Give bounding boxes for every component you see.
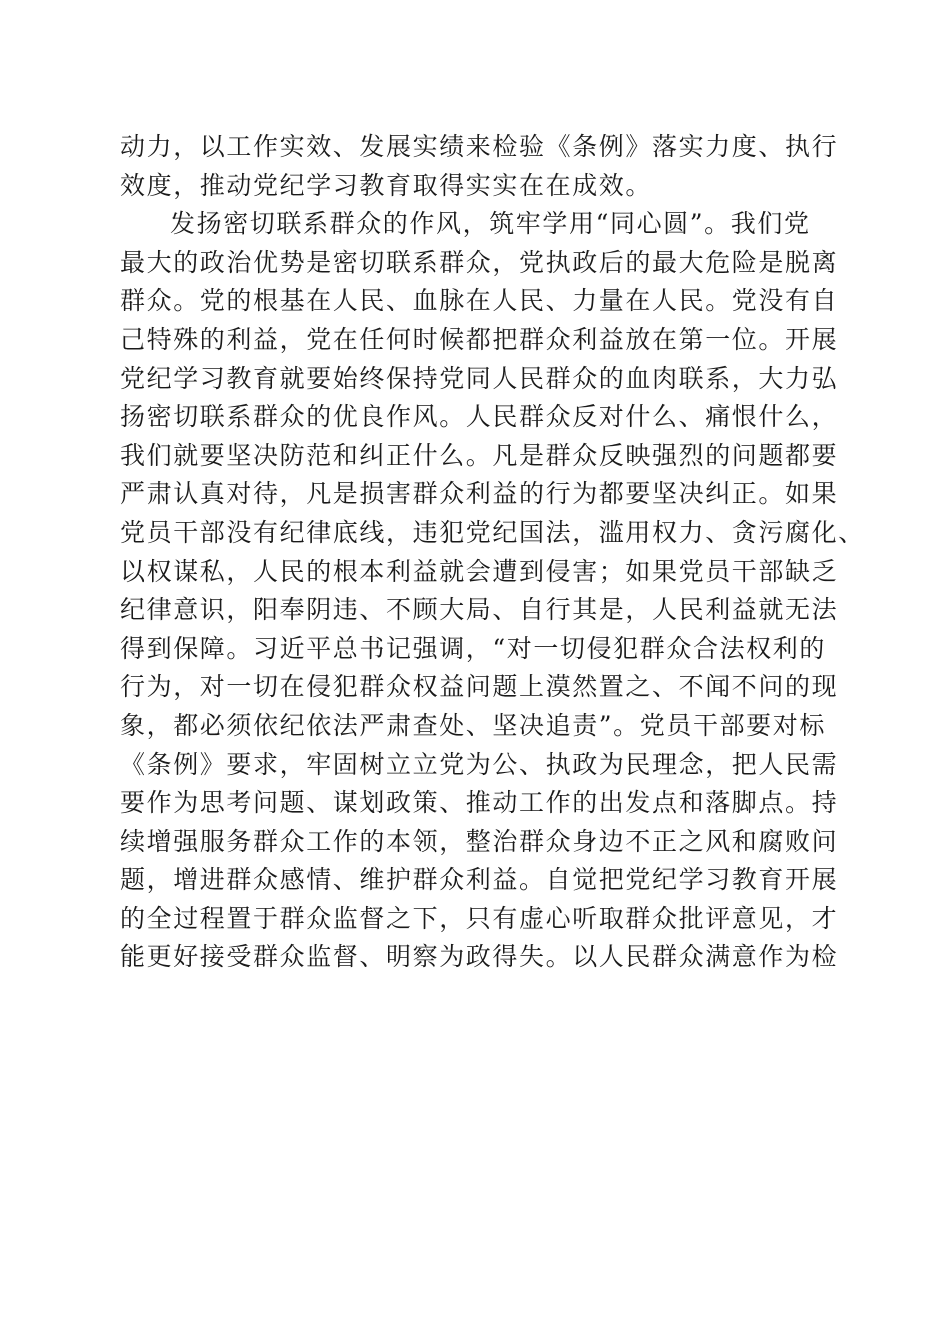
text-line: 象，都必须依纪依法严肃查处、坚决追责”。党员干部要对标 xyxy=(120,710,826,740)
text-line: 能更好接受群众监督、明察为政得失。以人民群众满意作为检 xyxy=(120,942,839,972)
text-line: 我们就要坚决防范和纠正什么。凡是群众反映强烈的问题都要 xyxy=(120,440,839,470)
text-line: 题，增进群众感情、维护群众利益。自觉把党纪学习教育开展 xyxy=(120,865,839,895)
paragraph-first-line: 发扬密切联系群众的作风，筑牢学用“同心圆”。我们党 xyxy=(170,209,811,239)
text-line: 效度，推动党纪学习教育取得实实在在成效。 xyxy=(120,170,653,200)
text-line: 以权谋私，人民的根本利益就会遭到侵害；如果党员干部缺乏 xyxy=(120,556,839,586)
text-line: 严肃认真对待，凡是损害群众利益的行为都要坚决纠正。如果 xyxy=(120,479,839,509)
text-line: 的全过程置于群众监督之下，只有虚心听取群众批评意见，才 xyxy=(120,903,839,933)
text-line: 己特殊的利益，党在任何时候都把群众利益放在第一位。开展 xyxy=(120,324,839,354)
text-line: 最大的政治优势是密切联系群众，党执政后的最大危险是脱离 xyxy=(120,247,839,277)
text-line: 扬密切联系群众的优良作风。人民群众反对什么、痛恨什么， xyxy=(120,402,839,432)
text-line: 群众。党的根基在人民、血脉在人民、力量在人民。党没有自 xyxy=(120,286,839,316)
body-text xyxy=(120,128,865,977)
text-line: 动力，以工作实效、发展实绩来检验《条例》落实力度、执行 xyxy=(120,132,839,161)
text-line: 行为，对一切在侵犯群众权益问题上漠然置之、不闻不问的现 xyxy=(120,672,839,702)
text-line: 党员干部没有纪律底线，违犯党纪国法，滥用权力、贪污腐化、 xyxy=(120,517,865,547)
text-line: 得到保障。习近平总书记强调，“对一切侵犯群众合法权利的 xyxy=(120,633,826,663)
text-line: 要作为思考问题、谋划政策、推动工作的出发点和落脚点。持 xyxy=(120,788,839,818)
text-line: 纪律意识，阳奉阴违、不顾大局、自行其是，人民利益就无法 xyxy=(120,595,839,625)
text-line: 续增强服务群众工作的本领，整治群众身边不正之风和腐败问 xyxy=(120,826,839,856)
text-line: 党纪学习教育就要始终保持党同人民群众的血肉联系，大力弘 xyxy=(120,363,839,393)
text-line: 《条例》要求，牢固树立立党为公、执政为民理念，把人民需 xyxy=(120,749,839,779)
